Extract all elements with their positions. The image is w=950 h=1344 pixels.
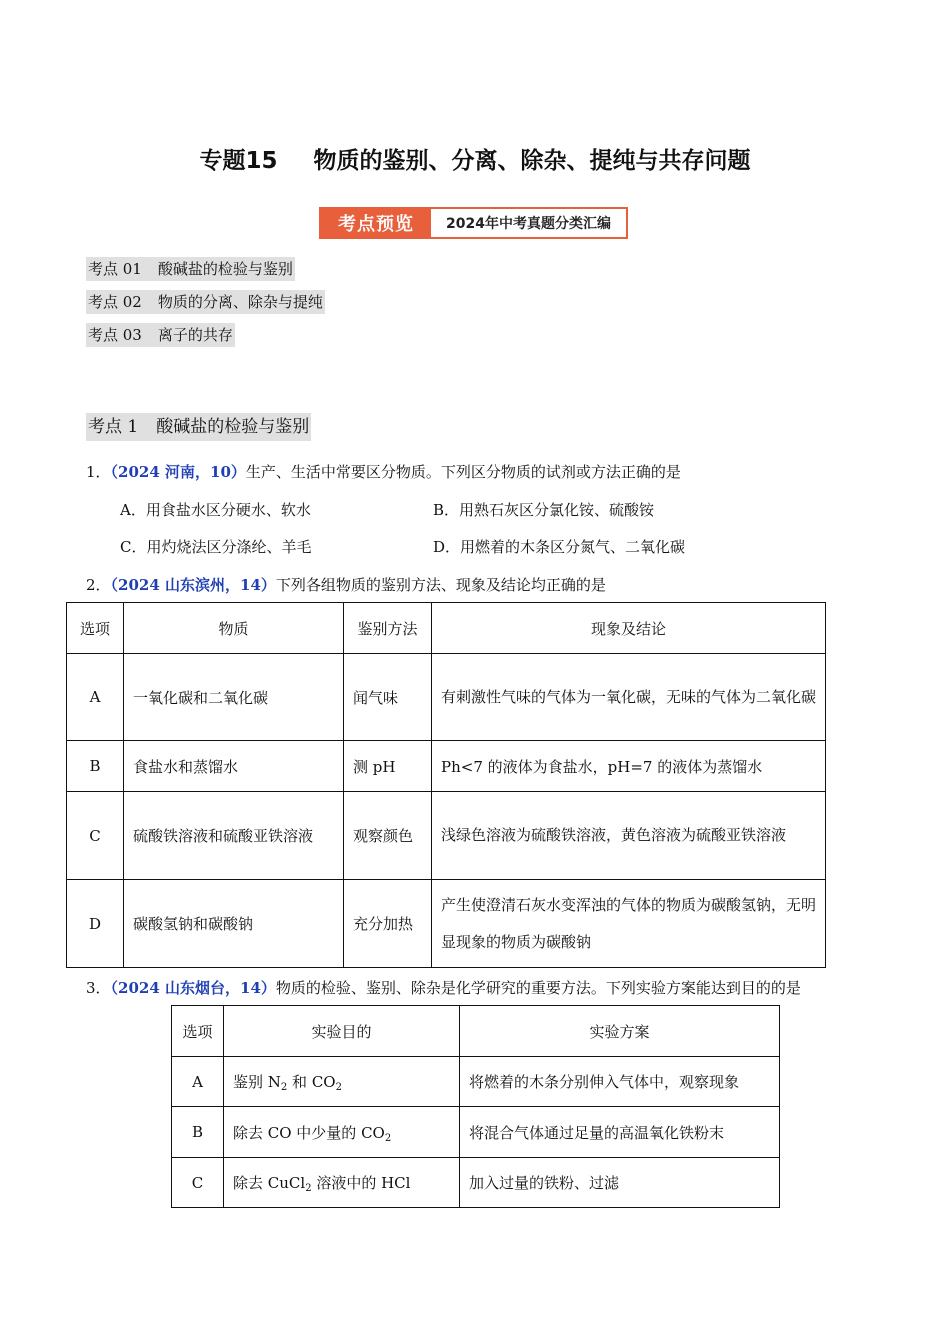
q1-option-c: C．用灼烧法区分涤纶、羊毛 xyxy=(120,538,312,556)
question-stem: 物质的检验、鉴别、除杂是化学研究的重要方法。下列实验方案能达到目的的是 xyxy=(275,979,801,997)
question-source: （2024 山东滨州，14） xyxy=(110,576,276,594)
q1-option-b: B．用熟石灰区分氯化铵、硫酸铵 xyxy=(433,501,655,519)
toc-item-01[interactable] xyxy=(86,257,295,281)
question-stem: 生产、生活中常要区分物质。下列区分物质的试剂或方法正确的是 xyxy=(245,463,681,481)
table-header-row xyxy=(67,603,826,654)
method-cell: 充分加热 xyxy=(344,880,432,968)
substance-cell: 一氧化碳和二氧化碳 xyxy=(124,654,344,741)
table-header-row xyxy=(172,1006,780,1057)
substance-cell: 碳酸氢钠和碳酸钠 xyxy=(124,880,344,968)
section-label: 酸碱盐的检验与鉴别 xyxy=(156,417,310,437)
toc-label: 酸碱盐的检验与鉴别 xyxy=(157,260,293,278)
question-source: （2024 山东烟台，14） xyxy=(110,979,276,997)
option-cell: B xyxy=(172,1107,224,1158)
result-cell: 产生使澄清石灰水变浑浊的气体的物质为碳酸氢钠，无明显现象的物质为碳酸钠 xyxy=(432,880,826,968)
question-2 xyxy=(86,574,606,595)
preview-badge xyxy=(319,207,628,239)
plan-cell: 加入过量的铁粉、过滤 xyxy=(460,1158,780,1208)
q3-table xyxy=(171,1005,780,1208)
header-cell: 实验方案 xyxy=(460,1006,780,1057)
header-cell: 鉴别方法 xyxy=(344,603,432,654)
plan-cell: 将混合气体通过足量的高温氧化铁粉末 xyxy=(460,1107,780,1158)
badge-label: 考点预览 xyxy=(321,209,431,237)
title-number: 专题15 xyxy=(199,148,278,174)
header-cell: 实验目的 xyxy=(224,1006,460,1057)
toc-code: 考点 03 xyxy=(88,326,142,344)
substance-cell: 食盐水和蒸馏水 xyxy=(124,741,344,792)
header-cell: 选项 xyxy=(67,603,124,654)
question-number: 2． xyxy=(86,576,111,594)
q1-option-d: D．用燃着的木条区分氮气、二氧化碳 xyxy=(433,538,686,556)
purpose-cell: 除去 CO 中少量的 $CO_2$ xyxy=(224,1107,460,1158)
toc-code: 考点 01 xyxy=(88,260,142,278)
result-cell: 浅绿色溶液为硫酸铁溶液，黄色溶液为硫酸亚铁溶液 xyxy=(432,792,826,880)
table-row xyxy=(67,880,826,968)
plan-cell: 将燃着的木条分别伸入气体中，观察现象 xyxy=(460,1057,780,1107)
header-cell: 现象及结论 xyxy=(432,603,826,654)
toc-code: 考点 02 xyxy=(88,293,142,311)
question-number: 3． xyxy=(86,979,111,997)
method-cell: 闻气味 xyxy=(344,654,432,741)
section-heading xyxy=(86,413,311,441)
badge-subtitle: 2024年中考真题分类汇编 xyxy=(446,216,611,232)
q2-table xyxy=(66,602,826,968)
toc-label: 离子的共存 xyxy=(157,326,233,344)
option-cell: D xyxy=(67,880,124,968)
toc-item-02[interactable] xyxy=(86,290,325,314)
option-cell: C xyxy=(172,1158,224,1208)
option-cell: B xyxy=(67,741,124,792)
purpose-cell: 鉴别 $N_2$ 和 $CO_2$ xyxy=(224,1057,460,1107)
substance-cell: 硫酸铁溶液和硫酸亚铁溶液 xyxy=(124,792,344,880)
option-cell: A xyxy=(67,654,124,741)
question-number: 1． xyxy=(86,463,111,481)
option-cell: A xyxy=(172,1057,224,1107)
result-cell: 有刺激性气味的气体为一氧化碳，无味的气体为二氧化碳 xyxy=(432,654,826,741)
question-1 xyxy=(86,461,681,482)
table-row xyxy=(67,741,826,792)
header-cell: 选项 xyxy=(172,1006,224,1057)
section-code: 考点 1 xyxy=(88,417,139,437)
question-source: （2024 河南，10） xyxy=(110,463,246,481)
header-cell: 物质 xyxy=(124,603,344,654)
question-3 xyxy=(86,977,801,998)
table-row xyxy=(67,654,826,741)
page-title xyxy=(0,142,950,175)
method-cell: 观察颜色 xyxy=(344,792,432,880)
toc-label: 物质的分离、除杂与提纯 xyxy=(157,293,323,311)
result-cell: Ph<7 的液体为食盐水，pH=7 的液体为蒸馏水 xyxy=(432,741,826,792)
method-cell: 测 pH xyxy=(344,741,432,792)
table-row xyxy=(172,1107,780,1158)
table-row xyxy=(67,792,826,880)
title-text: 物质的鉴别、分离、除杂、提纯与共存问题 xyxy=(313,148,751,174)
question-stem: 下列各组物质的鉴别方法、现象及结论均正确的是 xyxy=(275,576,606,594)
purpose-cell: 除去 CuCl$_2$ 溶液中的 HCl xyxy=(224,1158,460,1208)
toc-item-03[interactable] xyxy=(86,323,235,347)
option-cell: C xyxy=(67,792,124,880)
table-row xyxy=(172,1057,780,1107)
q1-option-a: A．用食盐水区分硬水、软水 xyxy=(120,501,311,519)
table-row xyxy=(172,1158,780,1208)
